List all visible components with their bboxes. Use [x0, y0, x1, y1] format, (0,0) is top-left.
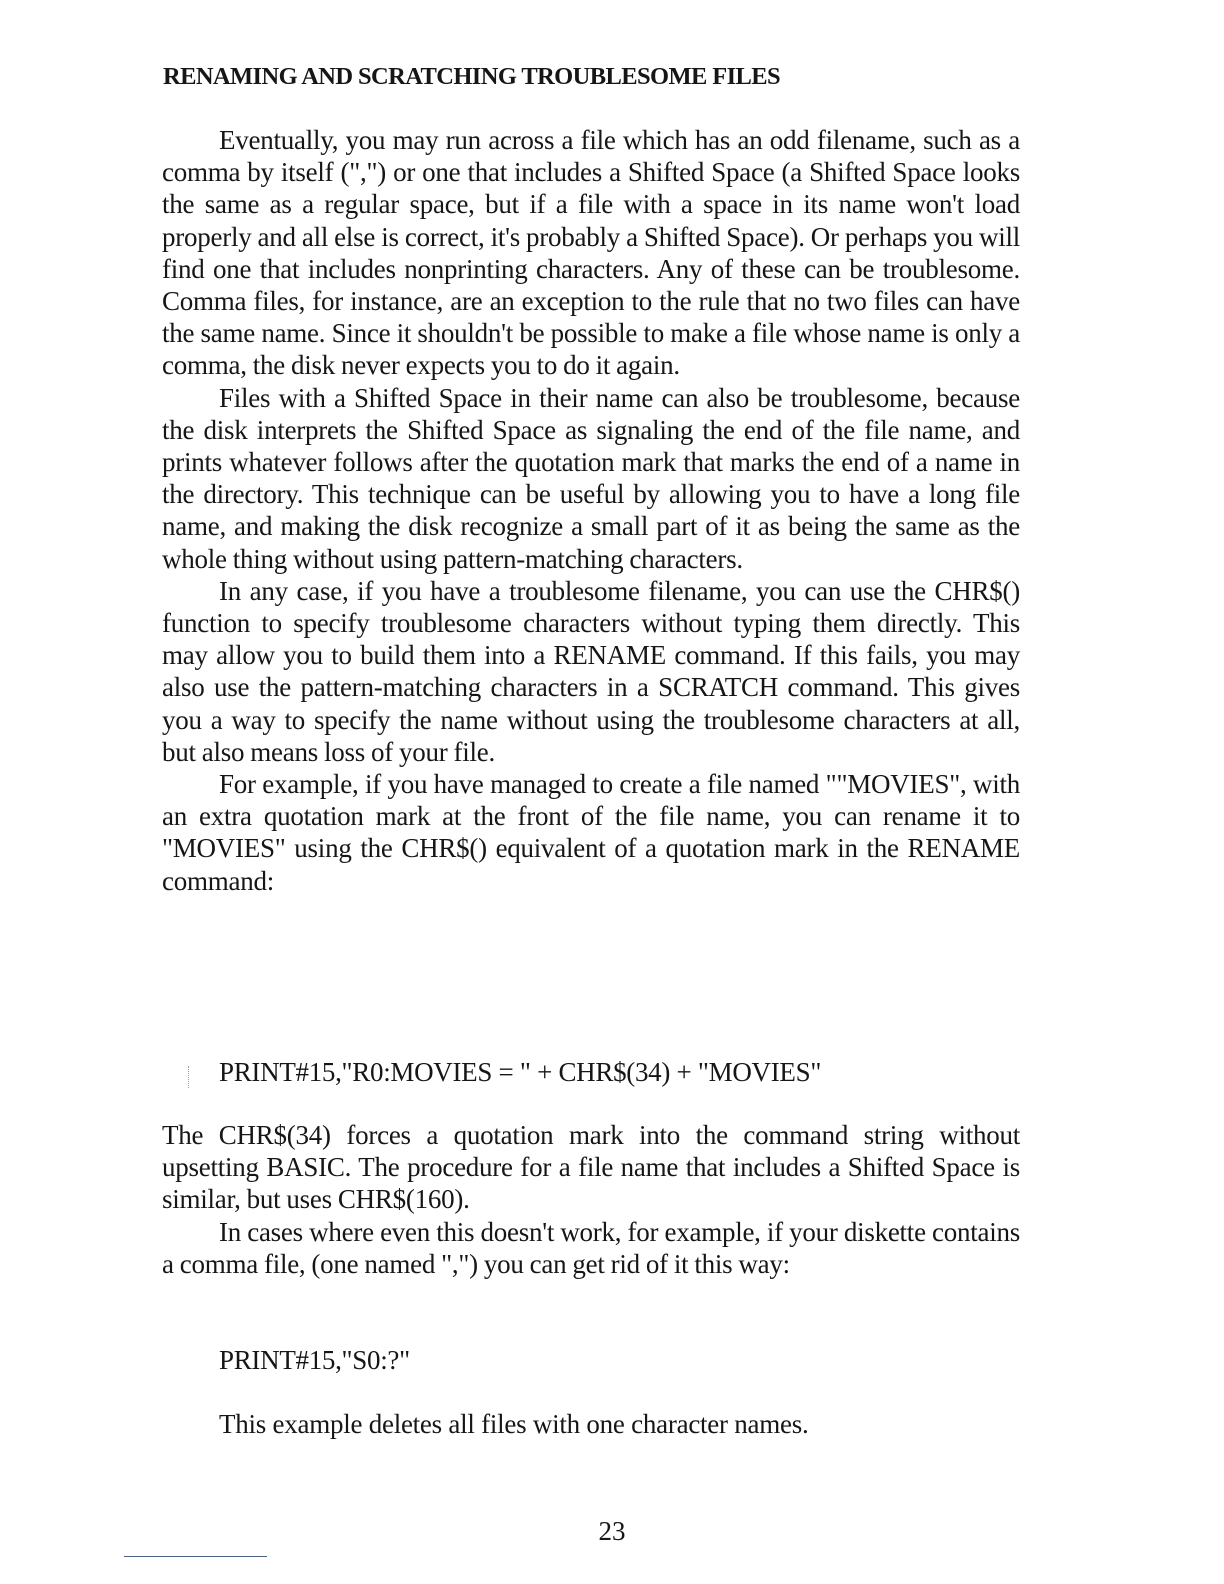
section-heading: RENAMING AND SCRATCHING TROUBLESOME FILES [163, 63, 781, 90]
page-number: 23 [598, 1516, 626, 1546]
paragraph-odd-filenames: Eventually, you may run across a file which has an odd filename, such as a comma by itself (",") or one that includes a Shifted Space (a Shifted Space looks the same as a regular space, but if a file with a space in its name won't load properly and all else is correct, it's probably a Shifted Space). Or perhaps you will find one that includes nonprinting characters. Any of these can be troublesome. Comma files, for instance, are an exception to the rule that no two files can have the same name. Since it shouldn't be possible to make a file whose name is only a comma, the disk never expects you to do it again. [162, 125, 1020, 381]
scan-artifact [188, 1066, 189, 1088]
paragraph-comma-file: In cases where even this doesn't work, for example, if your diskette contains a comma file, (one named ",") you can get rid of it this way: [162, 1216, 1020, 1279]
body-text-block-2 [162, 1119, 1020, 1280]
paragraph-chr-function: In any case, if you have a troublesome filename, you can use the CHR$() function to specify troublesome characters without typing them directly. This may allow you to build them into a RENAME command. If this fails, you may also use the pattern-matching characters in a SCRATCH command. This gives you a way to specify the name without using the troublesome characters at all, but also means loss of your file. [162, 575, 1020, 767]
code-rename-command: PRINT#15,"R0:MOVIES = " + CHR$(34) + "MOVIES" [219, 1057, 822, 1087]
paragraph-rename-example: For example, if you have managed to create a file named ""MOVIES", with an extra quotation mark at the front of the file name, you can rename it to "MOVIES" using the CHR$() equivalent of a quotation mark in the RENAME command: [162, 769, 1020, 896]
body-text-block-1 [162, 124, 1020, 897]
paragraph-chr34-explanation: The CHR$(34) forces a quotation mark into the command string without upsetting BASIC. The procedure for a file name that includes a Shifted Space is similar, but uses CHR$(160). [162, 1120, 1020, 1215]
paragraph-shifted-space: Files with a Shifted Space in their name can also be troublesome, because the disk interprets the Shifted Space as signaling the end of the file name, and prints whatever follows after the quotation mark that marks the end of a name in the directory. This technique can be useful by allowing you to have a long file name, and making the disk recognize a small part of it as being the same as the whole thing without using pattern-matching characters. [162, 382, 1020, 574]
bottom-edge-rule [124, 1556, 267, 1557]
code-scratch-command: PRINT#15,"S0:?" [219, 1345, 410, 1375]
example-note: This example deletes all files with one character names. [219, 1409, 809, 1439]
